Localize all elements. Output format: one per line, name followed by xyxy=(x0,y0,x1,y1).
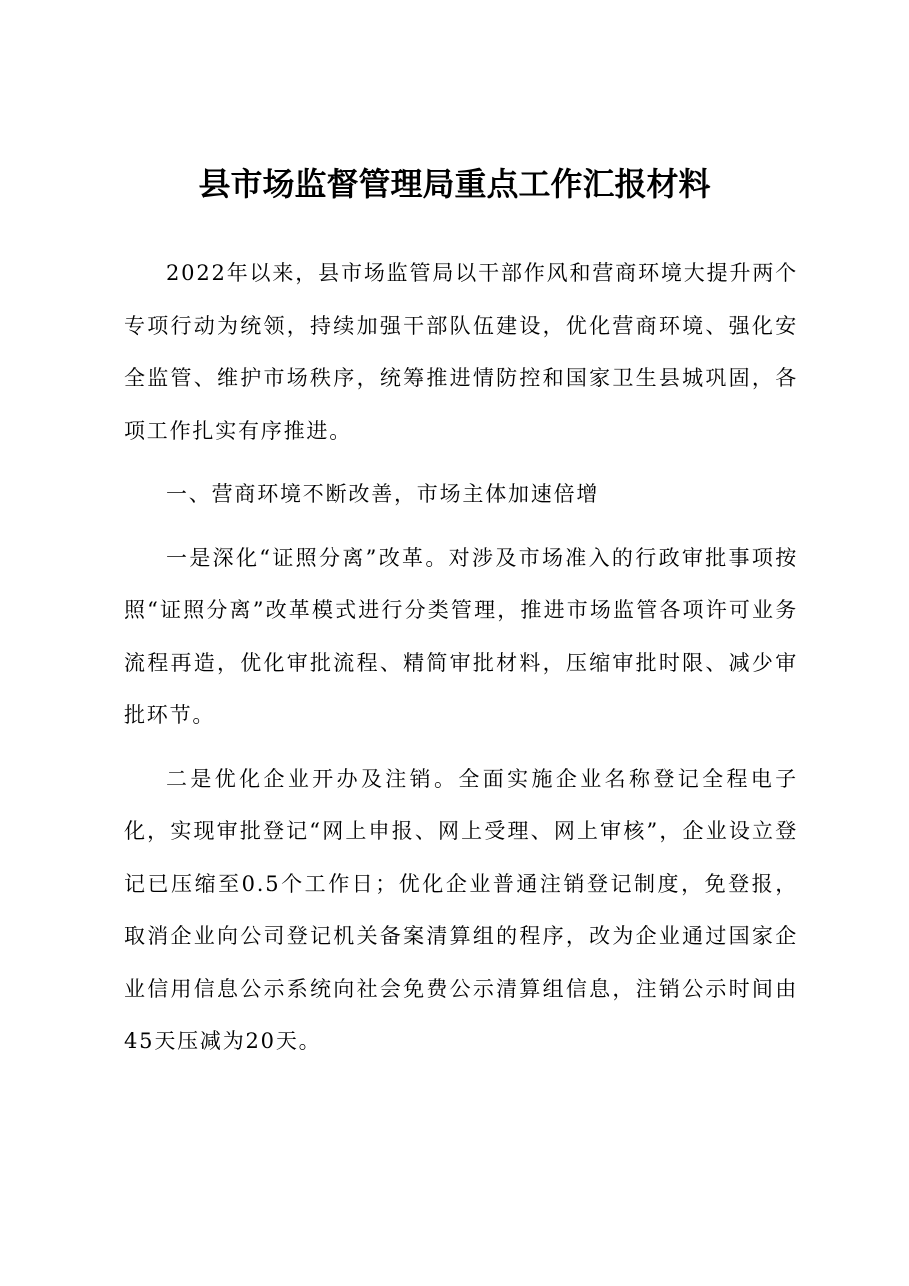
document-title: 县市场监督管理局重点工作汇报材料 xyxy=(198,165,711,203)
document-body xyxy=(124,247,798,1068)
section-heading: 一、营商环境不断改善，市场主体加速倍增 xyxy=(166,482,600,506)
paragraph-item-1: 一是深化“证照分离”改革。对涉及市场准入的行政审批事项按照“证照分离”改革模式进行分类管理，推进市场监管各项许可业务流程再造，优化审批流程、精简审批材料，压缩审批时限、减少审批环节。 xyxy=(124,545,798,727)
paragraph-intro: 2022年以来，县市场监管局以干部作风和营商环境大提升两个专项行动为统领，持续加强干部队伍建设，优化营商环境、强化安全监管、维护市场秩序，统筹推进情防控和国家卫生县城巩固，各项工作扎实有序推进。 xyxy=(124,261,798,443)
paragraph-item-2: 二是优化企业开办及注销。全面实施企业名称登记全程电子化，实现审批登记“网上申报、网上受理、网上审核”，企业设立登记已压缩至0.5个工作日；优化企业普通注销登记制度，免登报，取消企业向公司登记机关备案清算组的程序，改为企业通过国家企业信用信息公示系统向社会免费公示清算组信息，注销公示时间由45天压减为20天。 xyxy=(124,766,798,1053)
